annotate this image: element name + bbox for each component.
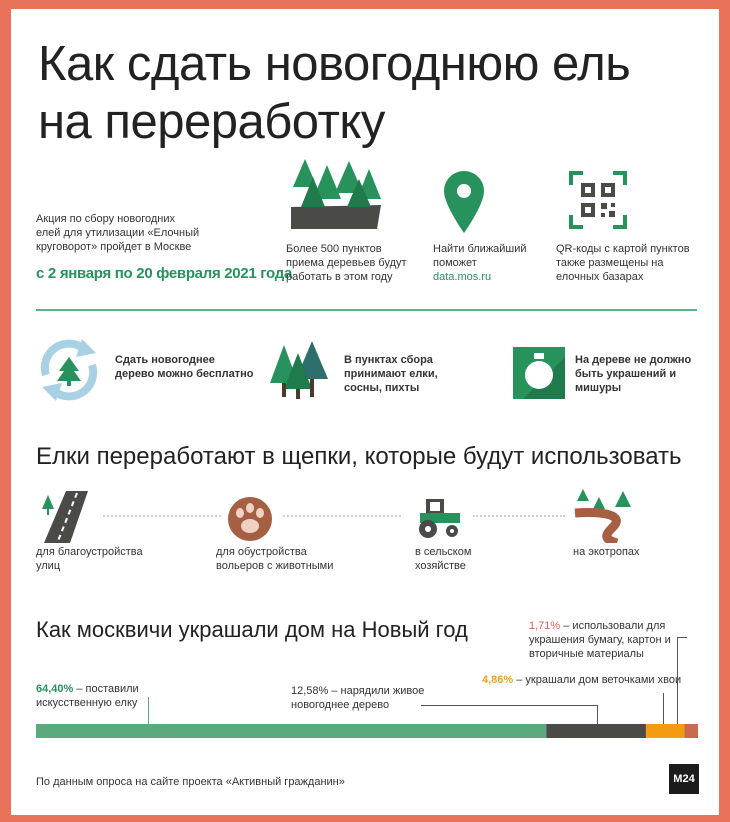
leader-line [663, 693, 664, 724]
location-pin-icon [444, 171, 484, 233]
survey-bar-segment-3 [684, 724, 698, 738]
leader-line [148, 697, 149, 724]
fact-points: Более 500 пунктов приема деревьев будут работать в этом году [286, 243, 407, 283]
leader-line [421, 705, 598, 724]
data-mos-link[interactable]: data.mos.ru [433, 271, 492, 283]
trees-icon [266, 339, 330, 401]
forest-icon [291, 159, 381, 237]
road-icon [38, 487, 96, 545]
survey-label-artificial: 64,40% – поставили искусственную елку [36, 683, 139, 709]
survey-bar-segment-1 [546, 724, 646, 738]
survey-bar-chart [36, 724, 698, 738]
dotted-connector [103, 515, 221, 517]
ornament-icon [513, 347, 565, 399]
divider [36, 309, 697, 311]
event-dates: с 2 января по 20 февраля 2021 года [36, 265, 292, 282]
rule-no-decor: На дереве не должно быть украшений и мишуры [575, 354, 692, 394]
fact-qr: QR-коды с картой пунктов также размещены на елочных базарах [556, 243, 690, 283]
chips-heading: Елки переработают в щепки, которые будут использовать [36, 443, 682, 470]
survey-label-branches: 4,86% – украшали дом веточками хвои [482, 674, 682, 686]
m24-logo: M24 [669, 764, 699, 794]
survey-label-live: 12,58% – нарядили живое новогоднее дерево [291, 685, 425, 711]
infographic [11, 9, 719, 815]
eco-trail-icon [573, 487, 635, 543]
survey-bar-segment-2 [646, 724, 685, 738]
recycle-tree-icon [36, 339, 102, 401]
tractor-icon [416, 497, 462, 539]
dotted-connector [283, 515, 401, 517]
rule-free: Сдать новогоднее дерево можно бесплатно [115, 354, 254, 380]
survey-bar [36, 724, 698, 738]
page-title: Как сдать новогоднюю ель на переработку [38, 37, 631, 149]
survey-bar-segment-0 [36, 724, 546, 738]
source-note: По данным опроса на сайте проекта «Активный гражданин» [36, 776, 345, 788]
fact-find: Найти ближайший поможет data.mos.ru [433, 243, 527, 283]
qr-code-icon [569, 171, 627, 229]
survey-heading: Как москвичи украшали дом на Новый год [36, 617, 468, 642]
use-streets: для благоустройства улиц [36, 546, 143, 572]
use-trails: на экотропах [573, 546, 640, 558]
paw-icon [226, 495, 274, 541]
survey-label-paper: 1,71% – использовали для украшения бумагу, картон и вторичные материалы [529, 620, 671, 660]
rule-species: В пунктах сбора принимают елки, сосны, пихты [344, 354, 438, 394]
use-enclosures: для обустройства вольеров с животными [216, 546, 334, 572]
use-agriculture: в сельском хозяйстве [415, 546, 472, 572]
intro-text: Акция по сбору новогодних елей для утилизации «Елочный круговорот» пройдет в Москве [36, 213, 200, 253]
dotted-connector [473, 515, 565, 517]
